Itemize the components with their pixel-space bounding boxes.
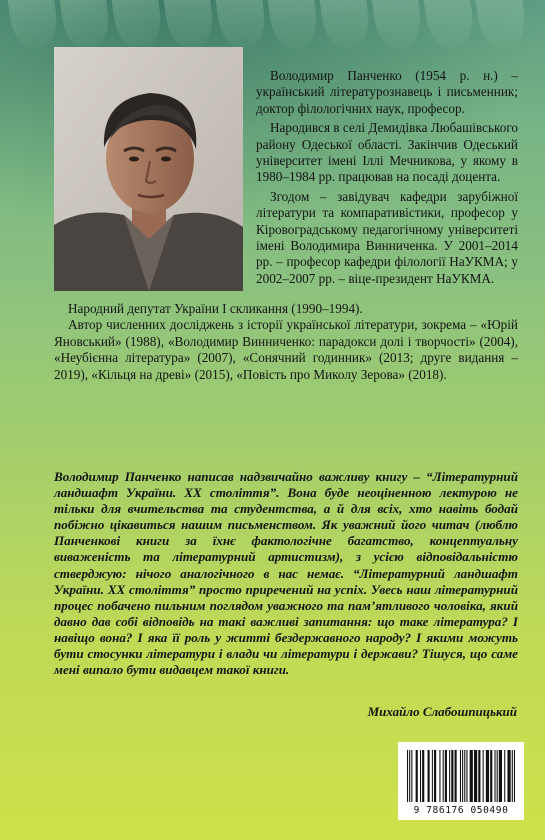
barcode-digits: 9 786176 050490 — [413, 805, 509, 816]
bio-paragraph: Народився в селі Демидівка Любашівського району Одеської області. Закінчив Одеський університет імені Іллі Мечникова, у якому в 1980–1984 рр. працював на посаді доцента. — [256, 120, 518, 185]
barcode-bars — [407, 750, 515, 802]
author-bio-bottom — [54, 301, 518, 383]
review-quote: Володимир Панченко написав надзвичайно важливу книгу – “Літературний ландшафт України. XX століття”. Вона буде неоціненною лектурою не тільки для вчительства та студентства, а й для всіх, хто навіть бодай побіжно цікавиться нашим письменством. Як уважний його читач (люблю Панченкові книги за їхнє фактологічне багатство, концептуальну виваженість та літературний артистизм), з усією відповідальністю стверджую: нічого аналогічного в нас немає. “Літературний ландшафт України. XX століття” просто приречений на успіх. Увесь наш літературний процес побачено пильним поглядом уважного та пам’ятливого чоловіка, який давно дав собі відповідь на такі важливі запитання: що таке література? І навіщо вона? І яка її роль у житті бездержавного народу? І якими можуть бути стосунки літератури і влади чи літератури і держави? Тішуся, що саме мені випало бути видавцем такої книги. — [54, 469, 518, 678]
bio-paragraph: Згодом – завідувач кафедри зарубіжної літератури та компаративістики, професор у Кіровоградському педагогічному університеті імені Володимира Винниченка. У 2001–2014 рр. – професор кафедри філології НаУКМА; у 2002–2007 рр. – віце-президент НаУКМА. — [256, 188, 518, 286]
bio-paragraph: Володимир Панченко (1954 р. н.) – український літературознавець і письменник; доктор філологічних наук, професор. — [256, 68, 518, 116]
author-bio-top — [256, 68, 518, 287]
bio-paragraph: Народний депутат України I скликання (1990–1994). — [68, 301, 363, 316]
barcode — [398, 742, 524, 820]
bio-paragraph: Автор численних досліджень з історії української літератури, зокрема – «Юрій Яновський» (1988), «Володимир Винниченко: парадокси долі і творчості» (2004), «Неубієнна література» (2007), «Сонячний годинник» (2013; друге видання – 2019), «Кільця на древі» (2015), «Повість про Миколу Зерова» (2018). — [54, 317, 518, 382]
review-author: Михайло Слабошпицький — [367, 704, 517, 719]
author-photo — [54, 47, 243, 291]
